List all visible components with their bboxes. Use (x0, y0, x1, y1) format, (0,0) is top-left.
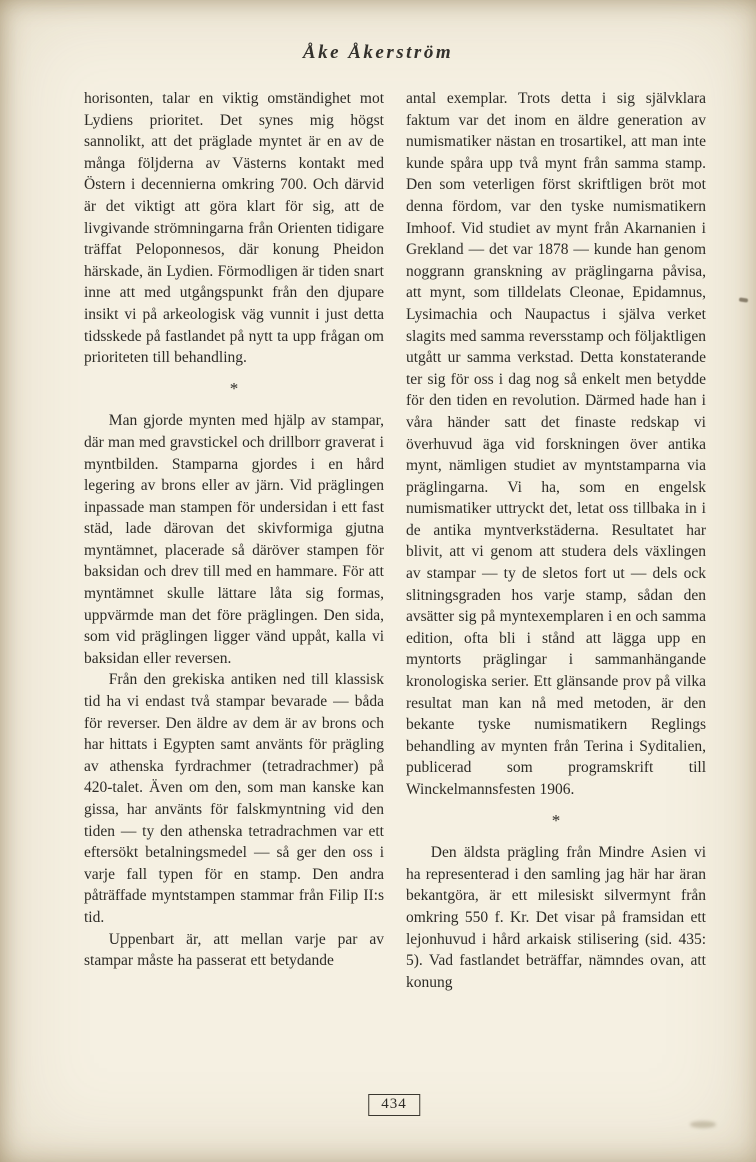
section-separator: * (229, 378, 239, 398)
scan-artifact (690, 1121, 716, 1128)
scan-artifact (739, 297, 748, 302)
paragraph: antal exemplar. Trots detta i sig självklara faktum var det inom en äldre generation av numismatiker nästan en trosartikel, att man inte kunde spåra upp två mynt från samma stamp. Den som veterligen först skriftligen bröt mot denna fördom, var den tyske numismatikern Imhoof. Vid studiet av mynt från Akarnanien i Grekland — det var 1878 — kunde han genom noggrann granskning av präglingarna påvisa, att mynt, som tilldelats Cleonae, Epidamnus, Lysimachia och Naupactus i själva verket slagits med samma reversstamp och följaktligen utgått ur samma verkstad. Detta konstaterande ter sig för oss i dag nog så enkelt men betydde för den tiden en revolution. Därmed hade han i våra händer satt det finaste redskap vi överhuvud äga vid forskningen över antika mynt, nämligen studiet av myntstamparna via präglingarna. Vi ha, som en engelsk numismatiker uttryckt det, letat oss tillbaka in i de antika myntverkstäderna. Resultatet har blivit, att vi genom att studera dels växlingen av stampar — ty de sletos fort ut — dels ock slitningsgraden hos varje stamp, sådan den avsätter sig på myntexemplaren i en och samma edition, ofta bli i stånd att lägga upp en myntorts präglingar i sammanhängande kronologiska serier. Ett glänsande prov på vilka resultat man kan nå med metoden, är den bekante tyske numismatikern Reglings behandling av mynten från Terina i Syditalien, publicerad som programskrift till Winckelmannsfesten 1906. (406, 90, 706, 798)
paragraph: Den äldsta prägling från Mindre Asien vi ha representerad i den samling jag här har äran bekantgöra, är ett milesiskt silvermynt från omkring 550 f. Kr. Det visar på framsidan ett lejonhuvud i hård arkaisk stilisering (sid. 435: 5). Vad fastlandet beträffar, nämndes ovan, att konung (406, 844, 706, 991)
paragraph: horisonten, talar en viktig omständighet mot Lydiens prioritet. Det synes mig högst sannolikt, att det präglade myntet är en av de många följderna av Västerns kontakt med Östern i decennierna omkring 700. Och därvid är det viktigt att göra klart för sig, att de livgivande strömningarna från Orienten tidigare träffat Peloponnesos, där konung Pheidon härskade, än Lydien. Förmodligen är tiden snart inne att med utgångspunkt från den djupare insikt vi på arkeologisk väg vunnit i just detta tidsskede på fastlandet på nytt ta upp frågan om prioriteten till behandling. (84, 90, 384, 367)
paragraph: Uppenbart är, att mellan varje par av stampar måste ha passerat ett betydande (84, 930, 384, 970)
running-head-author: Åke Åkerström (302, 42, 454, 63)
text-body (84, 88, 706, 993)
right-column (406, 88, 706, 993)
paragraph: Man gjorde mynten med hjälp av stampar, där man med gravstickel och drillborr graverat i myntbilden. Stamparna gjordes i en hård legering av brons eller av järn. Vid präglingen inpassade man stampen för undersidan i ett fast städ, lade därovan det skivformiga gjutna myntämnet, placerade så däröver stampen för baksidan och drev till med en hammare. För att myntämnet skulle lättare låta sig formas, uppvärmde man det före präglingen. Den sida, som vid präglingen ligger vänd uppåt, kalla vi baksidan eller reversen. (84, 412, 384, 667)
section-separator: * (551, 810, 561, 830)
paragraph: Från den grekiska antiken ned till klassisk tid ha vi endast två stampar bevarade — båda för reverser. Den äldre av dem är av brons och har hittats i Egypten samt använts för prägling av athenska fyrdrachmer (tetradrachmer) på 420-talet. Även om den, som man kanske kan gissa, har använts för falskmyntning vid den tiden — ty den athenska tetradrachmen var ett eftersökt betalningsmedel — så ger den oss i varje fall typen för en stamp. Den andra påträffade myntstampen stammar från Filip II:s tid. (84, 671, 384, 926)
page-number: 434 (368, 1094, 420, 1116)
left-column (84, 88, 384, 993)
